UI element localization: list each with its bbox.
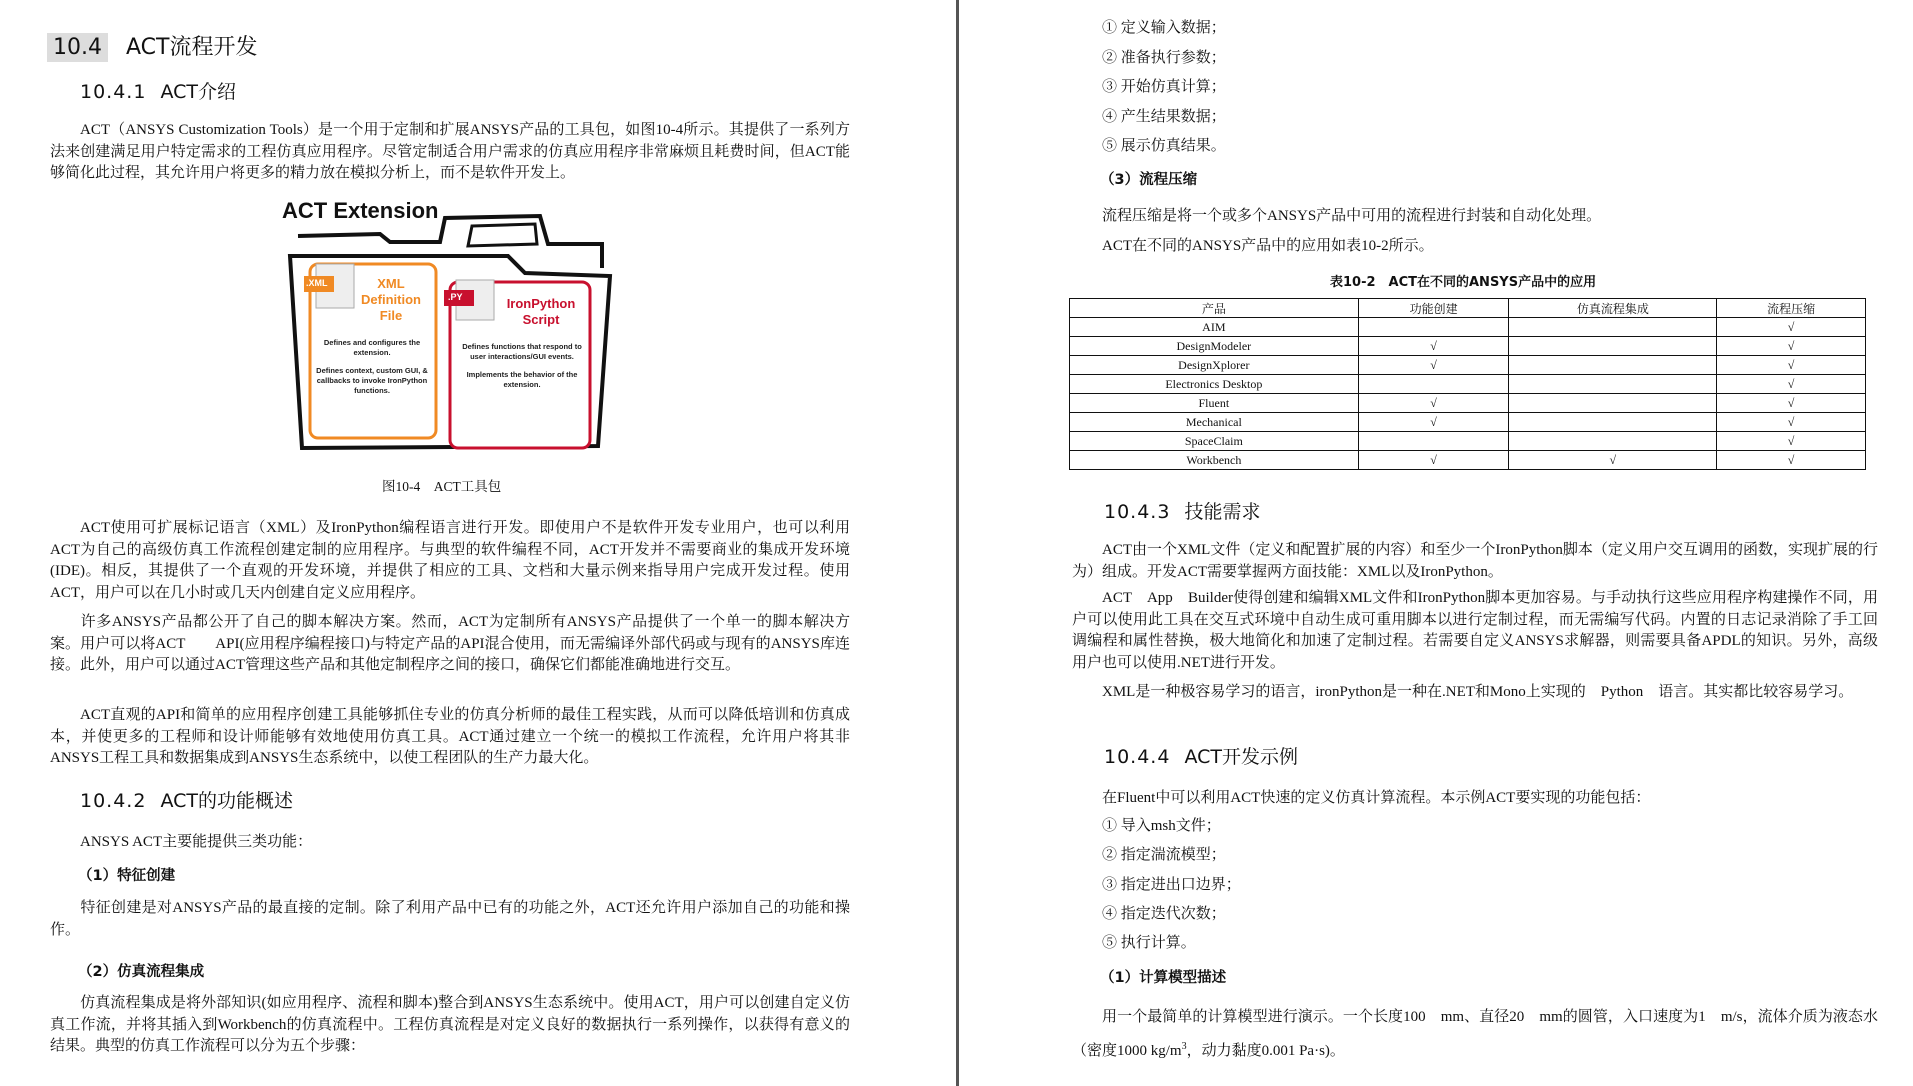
subsection-heading-4	[1104, 742, 1298, 769]
table-cell	[1358, 375, 1509, 394]
xml-title-line: Definition	[361, 292, 421, 307]
paragraph-simulation-integration	[50, 993, 850, 1058]
table-row	[1070, 394, 1866, 413]
table-cell: √	[1358, 394, 1509, 413]
table-cell	[1509, 413, 1717, 432]
paragraph-text: 特征创建是对ANSYS产品的最直接的定制。除了利用产品中已有的功能之外，ACT还允许用户添加自己的功能和操作。	[50, 900, 850, 938]
xml-tag: .XML	[306, 278, 328, 288]
table-header: 仿真流程集成	[1509, 299, 1717, 318]
table-cell	[1358, 432, 1509, 451]
section-heading	[47, 30, 257, 61]
subsection-number: 10.4.1	[80, 81, 147, 103]
table-cell: Electronics Desktop	[1070, 375, 1359, 394]
figure-caption: 图10-4 ACT工具包	[382, 479, 502, 494]
paragraph-compression: 流程压缩是将一个或多个ANSYS产品中可用的流程进行封装和自动化处理。	[1102, 208, 1602, 224]
list-item: ② 指定湍流模型；	[1102, 847, 1226, 864]
table-cell: √	[1717, 394, 1866, 413]
table-cell: √	[1509, 451, 1717, 470]
subsection-title: ACT介绍	[160, 81, 236, 103]
table-cell: √	[1358, 451, 1509, 470]
table-cell: √	[1717, 375, 1866, 394]
xml-description	[316, 338, 428, 396]
xml-title-line: File	[379, 308, 403, 323]
subsection-heading-2	[80, 786, 293, 813]
table-cell	[1509, 394, 1717, 413]
paragraph-text: ，动力黏度0.001 Pa·s)。	[1186, 1043, 1345, 1059]
subsection-number: 10.4.3	[1104, 501, 1171, 523]
table-cell	[1509, 356, 1717, 375]
list-item: ⑤ 展示仿真结果。	[1102, 138, 1226, 154]
paragraph-text: ACT使用可扩展标记语言（XML）及IronPython编程语言进行开发。即使用户不是软件开发专业用户，也可以利用ACT为自己的高级仿真工作流程创建定制的应用程序。与典型的软件编程不同，ACT开发并不需要商业的集成开发环境(IDE)。相反，其提供了一个直观的开发环境，并提供了相应的工具、文档和大量示例来指导用户完成开发过程。使用ACT，用户可以在几小时或几天内创建自定义应用程序。	[50, 520, 850, 601]
paragraph-app-builder	[1072, 588, 1878, 674]
table-cell: √	[1358, 337, 1509, 356]
workflow-steps-list	[1102, 14, 1226, 162]
table-cell: √	[1717, 451, 1866, 470]
subsection-title: ACT开发示例	[1184, 746, 1298, 768]
heading-feature-creation: （1）特征创建	[78, 868, 176, 884]
table-cell: Mechanical	[1070, 413, 1359, 432]
list-item: ③ 开始仿真计算；	[1102, 79, 1226, 95]
xml-title	[346, 276, 436, 324]
paragraph-model	[1072, 1003, 1878, 1066]
py-title-line: IronPython	[506, 296, 576, 311]
table-row	[1070, 432, 1866, 451]
xml-title-line: XML	[377, 276, 405, 291]
table-row	[1070, 356, 1866, 375]
table-header: 产品	[1070, 299, 1359, 318]
list-item: ④ 产生结果数据；	[1102, 108, 1226, 125]
paragraph-api	[50, 705, 850, 770]
paragraph-text: 许多ANSYS产品都公开了自己的脚本解决方案。然而，ACT为定制所有ANSYS产品提供了一个单一的脚本解决方案。用户可以将ACT API(应用程序编程接口)与特定产品的API混合使用，而无需编译外部代码或与现有的ANSYS库连接。此外，用户可以通过ACT管理这些产品和其他定制程序之间的接口，确保它们都能准确地进行交互。	[50, 614, 850, 673]
paragraph-text: 用一个最简单的计算模型进行演示。一个长度100 mm、直径20 mm的圆管，入口速度为1 m/s，流体介质为液态水（密度1000 kg/m	[1072, 1009, 1878, 1059]
paragraph-text: ACT由一个XML文件（定义和配置扩展的内容）和至少一个IronPython脚本（定义用户交互调用的函数，实现扩展的行为）组成。开发ACT需要掌握两方面技能：XML以及IronPython。	[1072, 542, 1878, 580]
paragraph-xml-easy	[1072, 682, 1878, 704]
subsection-number: 10.4.4	[1104, 746, 1171, 768]
subsection-heading-3	[1104, 497, 1260, 524]
list-item: ② 准备执行参数；	[1102, 49, 1226, 66]
table-row	[1070, 451, 1866, 470]
table-header: 流程压缩	[1717, 299, 1866, 318]
heading-process-compression: （3）流程压缩	[1100, 172, 1198, 188]
section-title: ACT流程开发	[125, 35, 258, 60]
heading-model-description: （1）计算模型描述	[1100, 970, 1227, 986]
list-item: ④ 指定迭代次数；	[1102, 905, 1226, 922]
paragraph-intro	[50, 120, 850, 185]
list-item: ⑤ 执行计算。	[1102, 935, 1196, 952]
list-item: ① 定义输入数据；	[1102, 20, 1226, 36]
table-cell	[1509, 375, 1717, 394]
paragraph-scripting	[50, 612, 850, 677]
paragraph-text: 仿真流程集成是将外部知识(如应用程序、流程和脚本)整合到ANSYS生态系统中。使用ACT，用户可以创建自定义仿真工作流，并将其插入到Workbench的仿真流程中。工程仿真流程是对定义良好的数据执行一系列操作，以获得有意义的结果。典型的仿真工作流程可以分为五个步骤：	[50, 995, 850, 1054]
paragraph-table-ref: ACT在不同的ANSYS产品中的应用如表10-2所示。	[1102, 238, 1434, 254]
table-cell: Fluent	[1070, 394, 1359, 413]
table-cell: √	[1358, 413, 1509, 432]
subsection-number: 10.4.2	[80, 790, 147, 812]
table-cell: √	[1717, 432, 1866, 451]
paragraph-text: XML是一种极容易学习的语言，ironPython是一种在.NET和Mono上实现的 Python 语言。其实都比较容易学习。	[1102, 684, 1854, 700]
py-title-line: Script	[522, 312, 560, 327]
heading-simulation-integration: （2）仿真流程集成	[78, 964, 205, 980]
subsection-title: 技能需求	[1184, 501, 1261, 523]
subsection-heading-1	[80, 77, 236, 104]
paragraph-functions-intro: ANSYS ACT主要能提供三类功能：	[80, 834, 313, 850]
paragraph-skills	[1072, 540, 1878, 583]
table-cell	[1358, 318, 1509, 337]
page-divider	[956, 0, 959, 1086]
py-desc-line: Implements the behavior of the extension.	[466, 370, 578, 389]
py-desc-line: Defines functions that respond to user interactions/GUI events.	[462, 342, 582, 361]
table-cell: √	[1717, 356, 1866, 375]
table-cell: √	[1358, 356, 1509, 375]
xml-desc-line: Defines context, custom GUI, & callbacks to invoke IronPython functions.	[316, 366, 428, 395]
paragraph-text: ACT App Builder使得创建和编辑XML文件和IronPython脚本更加容易。与手动执行这些应用程序构建操作不同，用户可以使用此工具在交互式环境中自动生成可重用脚本以进行定制过程，而无需编写代码。内置的日志记录消除了手工回调编程和属性替换，极大地简化和加速了定制过程。若需要自定义ANSYS求解器，则需要具备APDL的知识。另外，高级用户也可以使用.NET进行开发。	[1072, 590, 1878, 671]
table-cell	[1509, 337, 1717, 356]
table-caption: 表10-2 ACT在不同的ANSYS产品中的应用	[1330, 275, 1597, 290]
xml-desc-line: Defines and configures the extension.	[323, 338, 421, 357]
table-cell: √	[1717, 337, 1866, 356]
table-row	[1070, 375, 1866, 394]
list-item: ③ 指定进出口边界；	[1102, 876, 1241, 893]
paragraph-xml-ironpython	[50, 518, 850, 604]
py-description	[460, 342, 584, 390]
paragraph-text: ACT（ANSYS Customization Tools）是一个用于定制和扩展ANSYS产品的工具包，如图10-4所示。其提供了一系列方法来创建满足用户特定需求的工程仿真应用程序。尽管定制适合用户需求的仿真应用程序非常麻烦且耗费时间，但ACT能够简化此过程，其允许用户将更多的精力放在模拟分析上，而不是软件开发上。	[50, 122, 850, 181]
py-title	[488, 296, 594, 328]
paragraph-feature-creation	[50, 898, 850, 941]
table-cell: √	[1717, 413, 1866, 432]
figure-title: ACT Extension	[282, 198, 439, 223]
subsection-title: ACT的功能概述	[160, 790, 293, 812]
act-extension-figure	[280, 198, 625, 453]
table-cell: DesignXplorer	[1070, 356, 1359, 375]
table-header: 功能创建	[1358, 299, 1509, 318]
paragraph-example-intro: 在Fluent中可以利用ACT快速的定义仿真计算流程。本示例ACT要实现的功能包括：	[1102, 790, 1651, 806]
example-features-list	[1102, 812, 1241, 958]
table-cell	[1509, 318, 1717, 337]
section-number: 10.4	[47, 33, 108, 62]
list-item: ① 导入msh文件；	[1102, 818, 1221, 834]
act-products-table	[1069, 298, 1866, 470]
table-cell: Workbench	[1070, 451, 1359, 470]
table-cell: AIM	[1070, 318, 1359, 337]
paragraph-text: ACT直观的API和简单的应用程序创建工具能够抓住专业的仿真分析师的最佳工程实践，从而可以降低培训和仿真成本，并使更多的工程师和设计师能够有效地使用仿真工具。ACT通过建立一个统一的模拟工作流程，允许用户将其非ANSYS工程工具和数据集成到ANSYS生态系统中，以使工程团队的生产力最大化。	[50, 707, 850, 766]
table-cell: DesignModeler	[1070, 337, 1359, 356]
superscript: 3	[1181, 1041, 1187, 1052]
table-row	[1070, 413, 1866, 432]
table-cell	[1509, 432, 1717, 451]
table-row	[1070, 337, 1866, 356]
table-row	[1070, 318, 1866, 337]
table-cell: √	[1717, 318, 1866, 337]
table-cell: SpaceClaim	[1070, 432, 1359, 451]
py-tag: .PY	[448, 292, 463, 302]
table-header-row	[1070, 299, 1866, 318]
